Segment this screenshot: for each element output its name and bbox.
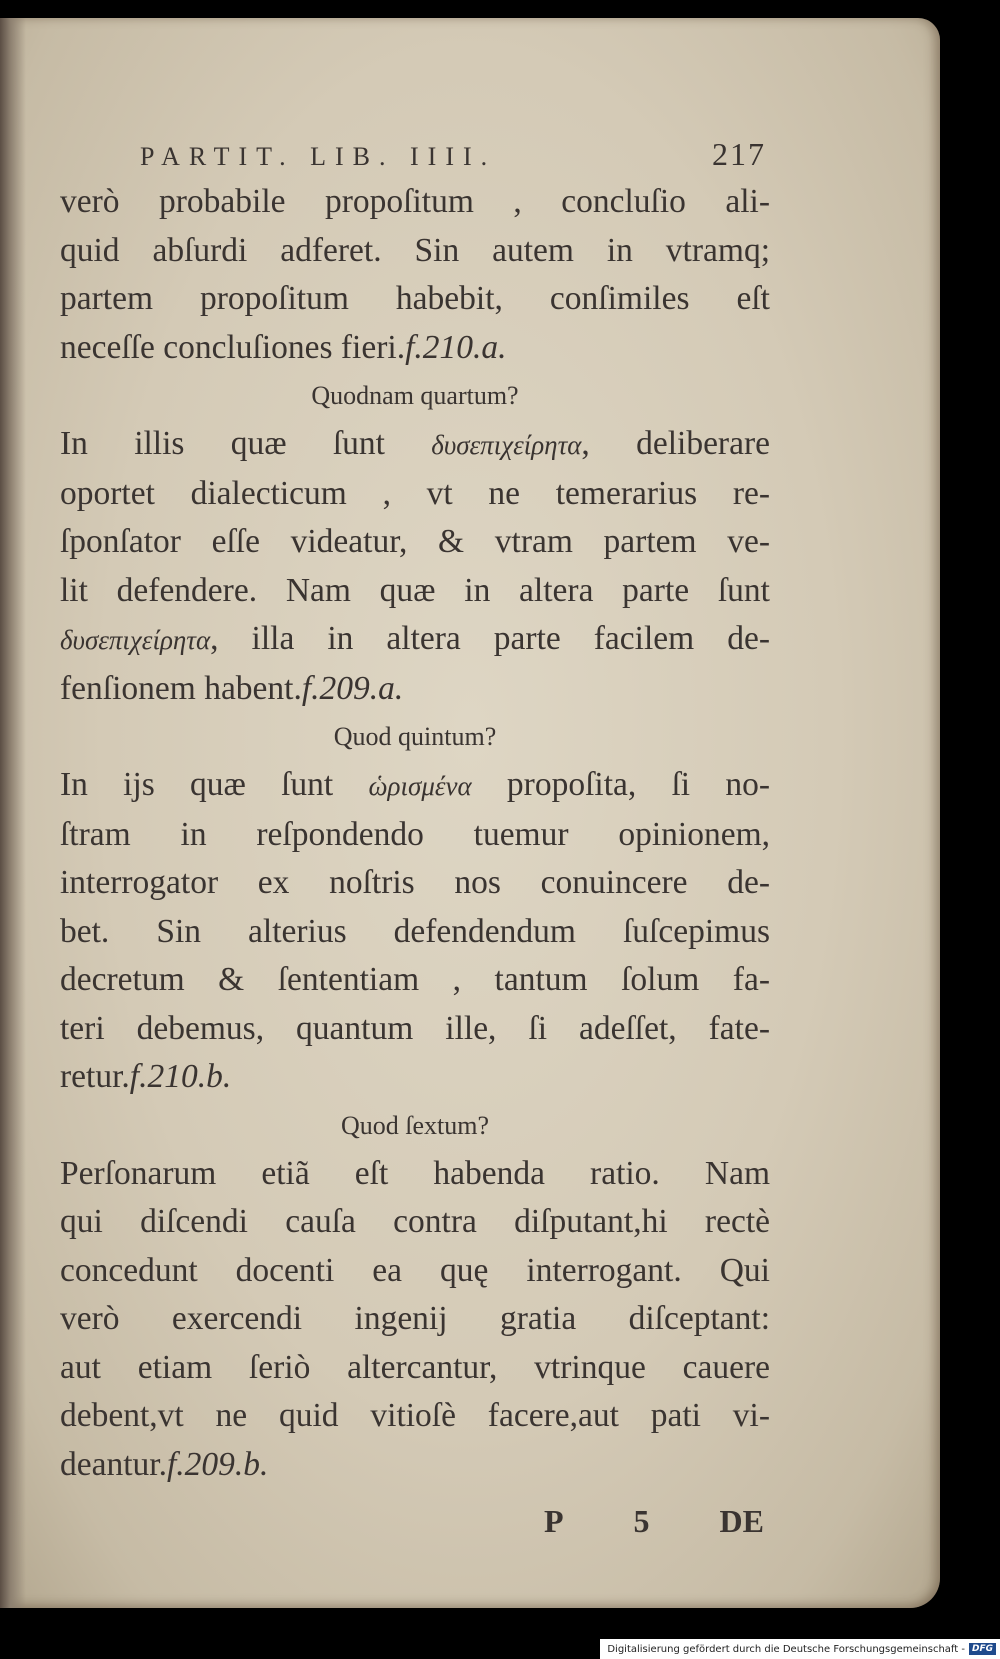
signature-letter: P <box>544 1503 564 1539</box>
text-fragment: , deliberare <box>581 425 770 462</box>
text-line <box>60 420 770 470</box>
greek-term: δυσεπιχείρητα <box>431 430 582 460</box>
text-line <box>60 615 770 665</box>
text-line: teri debemus, quantum ille, ſi adeſſet, fate- <box>60 1009 770 1047</box>
paragraph <box>60 761 770 1102</box>
section-question: Quodnam quartum? <box>311 381 519 410</box>
text-line: interrogator ex noſtris nos conuincere de- <box>60 864 770 901</box>
folio-reference: f.210.b. <box>129 1058 232 1095</box>
running-title: PARTIT. LIB. IIII. <box>140 142 497 171</box>
body-content <box>60 178 770 1489</box>
text-line: Perſonarum etiã eſt habenda ratio. Nam <box>60 1154 770 1192</box>
greek-term: δυσεπιχείρητα <box>60 625 211 655</box>
text-line: verò exercendi ingenij gratia diſceptant: <box>60 1300 770 1337</box>
page-gutter <box>0 18 26 1608</box>
folio-reference: f.209.a. <box>301 669 404 707</box>
text-line <box>60 761 770 811</box>
paragraph <box>60 420 770 713</box>
text-line: qui diſcendi cauſa contra diſputant,hi rectè <box>60 1203 770 1240</box>
text-line: verò probabile propoſitum , concluſio ali- <box>60 183 770 220</box>
footer-credit: Digitalisierung gefördert durch die Deutsche Forschungsgemeinschaft - <box>607 1643 965 1655</box>
signature-number: 5 <box>633 1503 650 1539</box>
section-question: Quod ſextum? <box>340 1110 490 1140</box>
text-line: neceſſe concluſiones fieri.f.210.a. <box>60 328 507 366</box>
running-head <box>60 136 770 178</box>
text-line: aut etiam ſeriò altercantur, vtrinque cauere <box>60 1348 770 1386</box>
text-line: lit defendere. Nam quæ in altera parte ſunt <box>60 571 770 609</box>
text-block <box>60 136 770 1540</box>
folio-reference: f.209.b. <box>166 1445 269 1483</box>
text-line: fenſionem habent.f.209.a. <box>60 669 404 707</box>
text-line: quid abſurdi adferet. Sin autem in vtramq; <box>60 231 770 269</box>
text-line: concedunt docenti ea quę interrogant. Qui <box>60 1251 770 1289</box>
paragraph <box>60 178 770 372</box>
paragraph <box>60 1150 770 1490</box>
text-line: deantur.f.209.b. <box>60 1445 269 1483</box>
catchline <box>60 1503 770 1540</box>
folio-reference: f.210.a. <box>405 328 507 366</box>
text-fragment: , illa in altera parte facilem de- <box>210 620 770 657</box>
greek-term: ὡρισμένα <box>368 771 472 801</box>
catchword: DE <box>719 1503 764 1539</box>
text-line: oportet dialecticum , vt ne temerarius re- <box>60 474 770 512</box>
text-line: debent,vt ne quid vitioſè facere,aut pati vi- <box>60 1397 770 1434</box>
text-fragment: propoſita, ſi no- <box>471 766 770 803</box>
text-fragment: In ijs quæ ſunt <box>60 766 369 803</box>
text-line: ſponſator eſſe videatur, & vtram partem ve- <box>60 523 770 560</box>
page-number: 217 <box>712 136 766 172</box>
text-line: bet. Sin alterius defendendum ſuſcepimus <box>60 912 770 950</box>
text-fragment: In illis quæ ſunt <box>60 425 432 462</box>
section-question: Quod quintum? <box>333 722 497 751</box>
text-line: retur.f.210.b. <box>60 1058 232 1095</box>
dfg-logo: DFG <box>969 1643 996 1655</box>
text-line: decretum & ſententiam , tantum ſolum fa- <box>60 961 770 998</box>
footer-bar <box>600 1639 1000 1659</box>
text-line: ſtram in reſpondendo tuemur opinionem, <box>60 815 770 853</box>
text-line: partem propoſitum habebit, conſimiles eſt <box>60 280 770 317</box>
